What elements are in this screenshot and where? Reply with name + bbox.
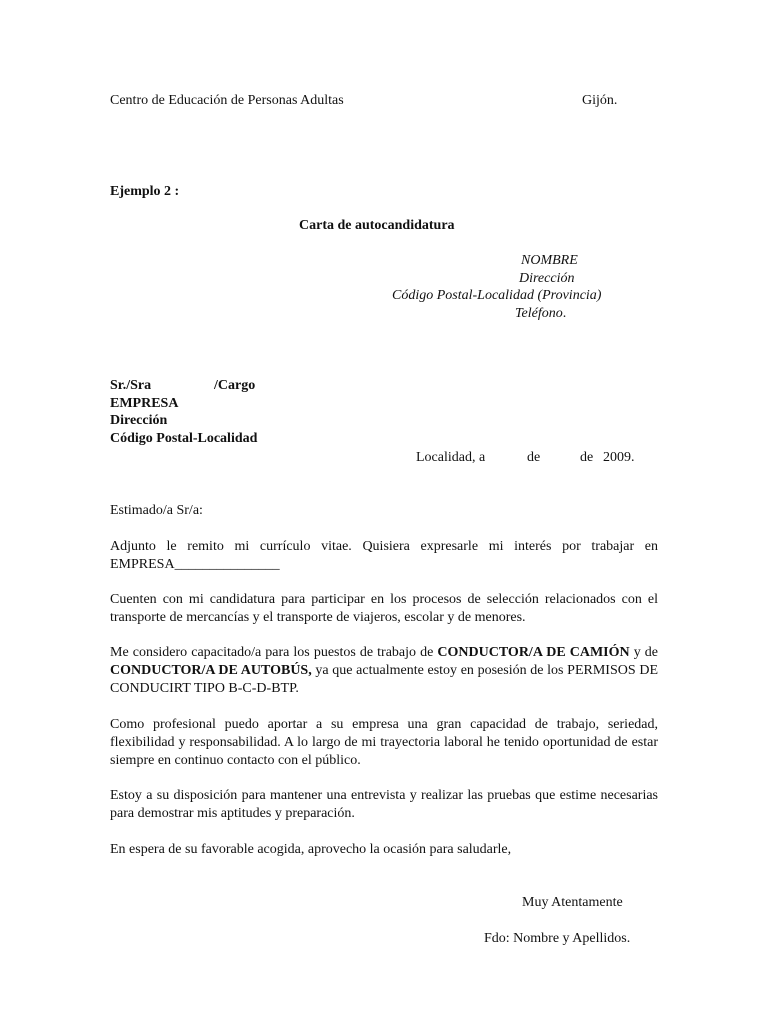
recipient-company: EMPRESA [110, 396, 179, 411]
paragraph-1-blank: _______________ [174, 557, 280, 572]
recipient-postal: Código Postal-Localidad [110, 431, 258, 446]
sender-phone-suffix: . [562, 306, 567, 321]
paragraph-1-text: Adjunto le remito mi currículo vitae. Quisiera expresarle mi interés por trabajar en EMPRESA [110, 539, 658, 572]
sender-name: NOMBRE [521, 253, 578, 268]
paragraph-5: Estoy a su disposición para mantener una entrevista y realizar las pruebas que estime necesarias para demostrar mis aptitudes y preparación. [110, 788, 658, 821]
letter-title: Carta de autocandidatura [299, 218, 455, 233]
paragraph-3-text-a: Me considero capacitado/a para los puestos de trabajo de [110, 645, 438, 660]
header-organization: Centro de Educación de Personas Adultas [110, 93, 344, 108]
paragraph-3-text-c: ya que actualmente estoy en posesión de los PERMISOS DE CONDUCIRT TIPO B-C-D-BTP. [110, 663, 658, 696]
greeting: Estimado/a Sr/a: [110, 503, 203, 518]
paragraph-3 [110, 644, 658, 698]
recipient-position: /Cargo [214, 378, 256, 393]
date-de-2: de [580, 450, 594, 465]
paragraph-3-bold-bus: CONDUCTOR/A DE AUTOBÚS, [110, 663, 312, 678]
paragraph-3-bold-truck: CONDUCTOR/A DE CAMIÓN [437, 645, 630, 660]
paragraph-2: Cuenten con mi candidatura para participar en los procesos de selección relacionados con el transporte de mercancías y el transporte de viajeros, escolar y de menores. [110, 592, 658, 625]
sender-phone-line [515, 305, 566, 323]
sender-address: Dirección [519, 271, 575, 286]
paragraph-3-text-b: y de [629, 645, 658, 660]
recipient-address: Dirección [110, 413, 168, 428]
paragraph-4: Como profesional puedo aportar a su empresa una gran capacidad de trabajo, seriedad, flexibilidad y responsabilidad. A lo largo de mi trayectoria laboral he tenido oportunidad de estar siempre en continuo contacto con el público. [110, 717, 658, 768]
header-city: Gijón. [582, 93, 618, 108]
date-place: Localidad, a [416, 450, 486, 465]
signature: Fdo: Nombre y Apellidos. [484, 931, 631, 946]
date-year: 2009. [603, 450, 635, 465]
sender-phone: Teléfono [515, 306, 563, 321]
sender-postal: Código Postal-Localidad (Provincia) [392, 288, 602, 303]
date-de-1: de [527, 450, 541, 465]
closing: Muy Atentamente [522, 895, 623, 910]
paragraph-6: En espera de su favorable acogida, aprovecho la ocasión para saludarle, [110, 842, 512, 857]
example-label: Ejemplo 2 : [110, 184, 180, 199]
recipient-title: Sr./Sra [110, 378, 152, 393]
paragraph-1 [110, 538, 658, 574]
